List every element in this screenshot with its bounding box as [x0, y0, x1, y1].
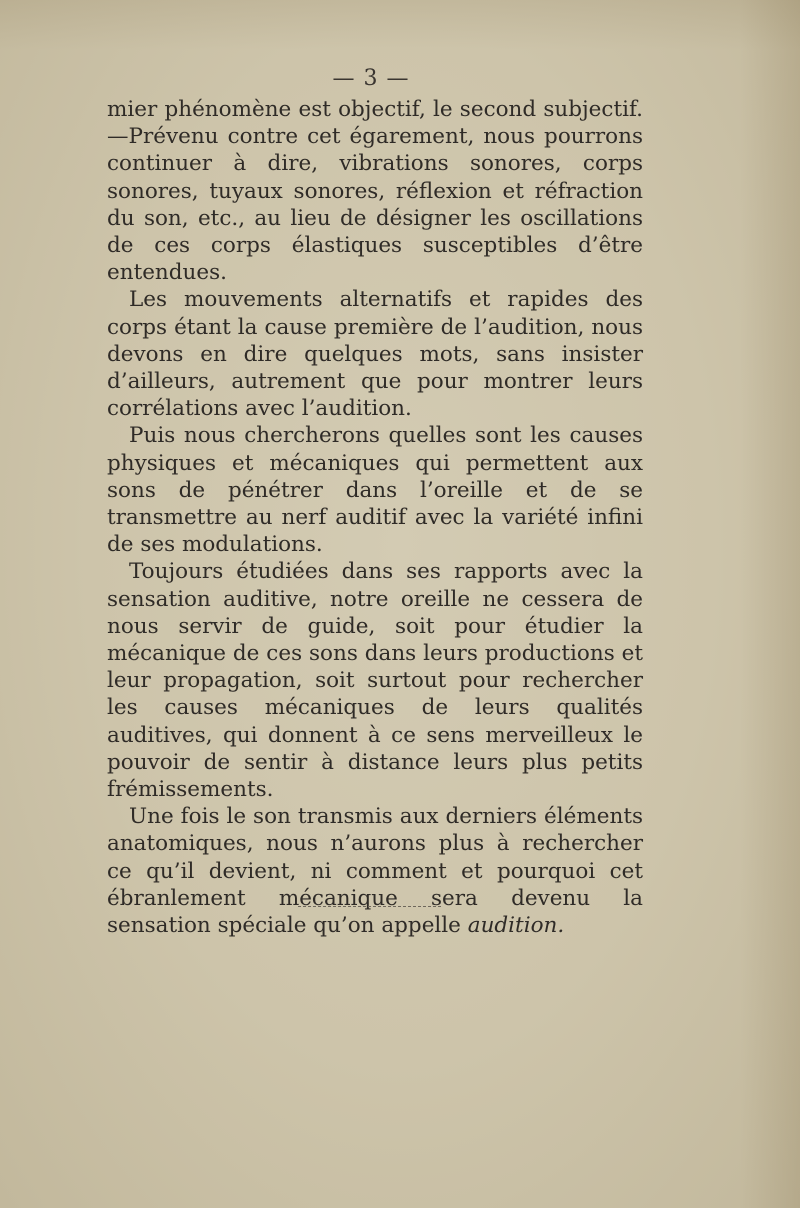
paragraph-1: mier phénomène est objectif, le second subjectif.—Prévenu contre cet égarement, nous pourrons continuer à dire, vibrations sonores, corps sonores, tuyaux sonores, réflexion et réfraction du son, etc., au lieu de désigner les oscillations de ces corps élastiques susceptibles d’être entendues. [107, 97, 643, 286]
paragraph-2: Les mouvements alternatifs et rapides des corps étant la cause première de l’audition, nous devons en dire quelques mots, sans insister d’ailleurs, autrement que pour montrer leurs corrélations avec l’audition. [107, 287, 643, 422]
body-text [107, 96, 643, 939]
page-top-shading [0, 0, 800, 50]
paragraph-5 [107, 803, 643, 939]
paragraph-4: Toujours étudiées dans ses rapports avec la sensation auditive, notre oreille ne cessera de nous servir de guide, soit pour étudier la mécanique de ces sons dans leurs productions et leur propagation, soit surtout pour rechercher les causes mécaniques de leurs qualités auditives, qui donnent à ce sens merveilleux le pouvoir de sentir à distance leurs plus petits frémissements. [107, 559, 643, 803]
page-edge-shading [740, 0, 800, 1208]
paragraph-5-italic-word: audition. [467, 913, 565, 939]
paragraph-5-text: Une fois le son transmis aux derniers éléments anatomiques, nous n’aurons plus à rechercher ce qu’il devient, ni comment et pourquoi cet ébranlement mécanique sera devenu la sensation spéciale qu’on appelle [107, 804, 643, 939]
paragraph-3: Puis nous chercherons quelles sont les causes physiques et mécaniques qui permettent aux sons de pénétrer dans l’oreille et de se transmettre au nerf auditif avec la variété infini de ses modulations. [107, 423, 643, 558]
section-end-rule [298, 906, 441, 907]
page-number: — 3 — [332, 66, 410, 91]
